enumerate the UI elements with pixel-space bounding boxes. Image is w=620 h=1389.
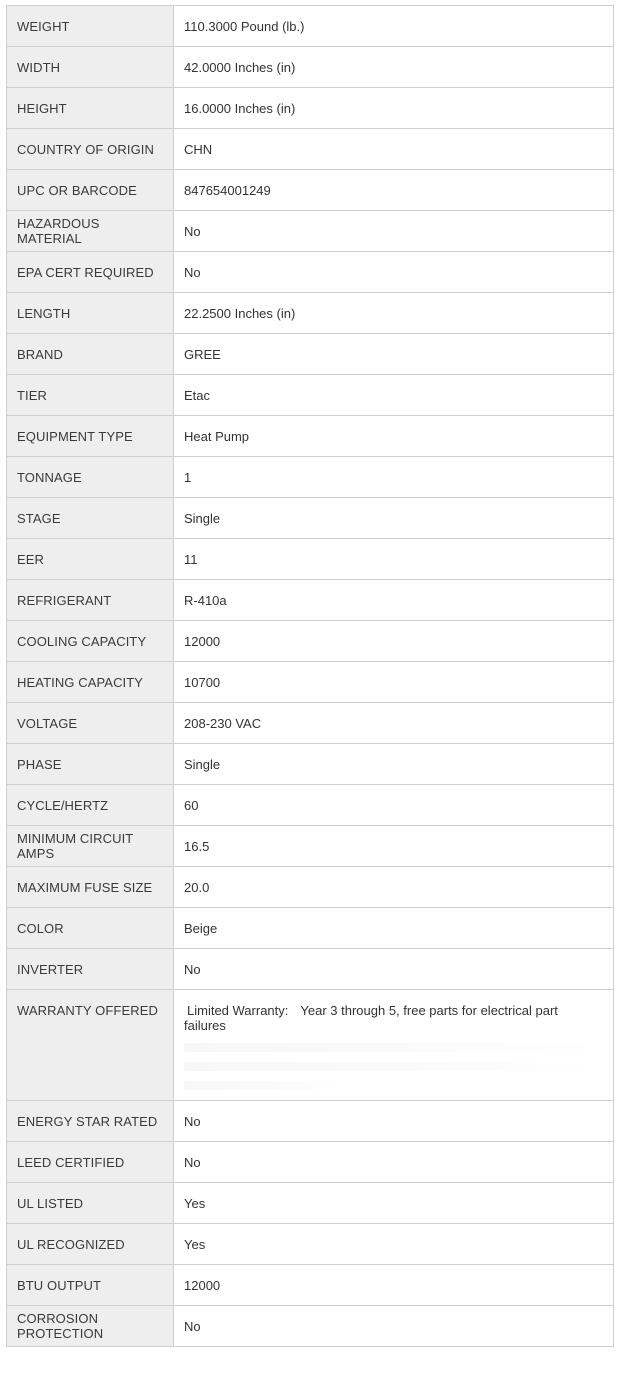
spec-label: COOLING CAPACITY: [7, 621, 174, 662]
spec-value: 208-230 VAC: [174, 703, 614, 744]
spec-value: CHN: [174, 129, 614, 170]
spec-label: REFRIGERANT: [7, 580, 174, 621]
spec-row-length: [7, 293, 614, 334]
spec-row-leed-certified: [7, 1142, 614, 1183]
spec-value: Yes: [174, 1183, 614, 1224]
spec-label: HAZARDOUS MATERIAL: [7, 211, 174, 252]
spec-row-width: [7, 47, 614, 88]
spec-label: ENERGY STAR RATED: [7, 1101, 174, 1142]
spec-row-refrigerant: [7, 580, 614, 621]
spec-value: 60: [174, 785, 614, 826]
spec-value: 1: [174, 457, 614, 498]
spec-row-cycle-hertz: [7, 785, 614, 826]
spec-row-weight: [7, 6, 614, 47]
spec-label: COUNTRY OF ORIGIN: [7, 129, 174, 170]
spec-value: Single: [174, 498, 614, 539]
spec-value: 12000: [174, 1265, 614, 1306]
spec-row-phase: [7, 744, 614, 785]
spec-label: VOLTAGE: [7, 703, 174, 744]
spec-label: MINIMUM CIRCUIT AMPS: [7, 826, 174, 867]
spec-value: No: [174, 1142, 614, 1183]
spec-label: HEATING CAPACITY: [7, 662, 174, 703]
spec-value: No: [174, 1306, 614, 1347]
spec-label: LENGTH: [7, 293, 174, 334]
spec-row-inverter: [7, 949, 614, 990]
spec-value: No: [174, 1101, 614, 1142]
spec-value: GREE: [174, 334, 614, 375]
spec-row-tier: [7, 375, 614, 416]
spec-row-tonnage: [7, 457, 614, 498]
spec-label: CYCLE/HERTZ: [7, 785, 174, 826]
warranty-description: [174, 990, 614, 1101]
spec-row-country-of-origin: [7, 129, 614, 170]
spec-label: UL RECOGNIZED: [7, 1224, 174, 1265]
spec-value: 42.0000 Inches (in): [174, 47, 614, 88]
spec-value: Single: [174, 744, 614, 785]
spec-label: UL LISTED: [7, 1183, 174, 1224]
spec-value: No: [174, 211, 614, 252]
spec-value: No: [174, 949, 614, 990]
spec-label: TIER: [7, 375, 174, 416]
spec-row-maximum-fuse-size: [7, 867, 614, 908]
spec-label: WARRANTY OFFERED: [7, 990, 174, 1101]
spec-label: CORROSION PROTECTION: [7, 1306, 174, 1347]
spec-label: LEED CERTIFIED: [7, 1142, 174, 1183]
spec-row-hazardous-material: [7, 211, 614, 252]
spec-row-eer: [7, 539, 614, 580]
spec-label: EER: [7, 539, 174, 580]
spec-value: No: [174, 252, 614, 293]
spec-row-cooling-capacity: [7, 621, 614, 662]
spec-label: PHASE: [7, 744, 174, 785]
spec-value: 22.2500 Inches (in): [174, 293, 614, 334]
spec-value: 110.3000 Pound (lb.): [174, 6, 614, 47]
spec-label: EQUIPMENT TYPE: [7, 416, 174, 457]
spec-value: 10700: [174, 662, 614, 703]
faded-text-line: [184, 1062, 603, 1071]
spec-row-btu-output: [7, 1265, 614, 1306]
spec-row-stage: [7, 498, 614, 539]
spec-label: WIDTH: [7, 47, 174, 88]
warranty-type: Limited Warranty:: [187, 1003, 289, 1018]
spec-value: 11: [174, 539, 614, 580]
spec-value: 16.0000 Inches (in): [174, 88, 614, 129]
spec-value: 20.0: [174, 867, 614, 908]
specifications-table: [6, 5, 614, 1347]
spec-label: BTU OUTPUT: [7, 1265, 174, 1306]
spec-row-voltage: [7, 703, 614, 744]
spec-row-energy-star-rated: [7, 1101, 614, 1142]
spec-row-ul-recognized: [7, 1224, 614, 1265]
spec-row-brand: [7, 334, 614, 375]
faded-text-line: [184, 1043, 603, 1052]
spec-value: Yes: [174, 1224, 614, 1265]
spec-value: 16.5: [174, 826, 614, 867]
spec-value: Heat Pump: [174, 416, 614, 457]
spec-row-ul-listed: [7, 1183, 614, 1224]
faded-text-line: [184, 1081, 344, 1090]
spec-row-epa-cert: [7, 252, 614, 293]
spec-label: MAXIMUM FUSE SIZE: [7, 867, 174, 908]
spec-row-warranty-offered: [7, 990, 614, 1101]
spec-label: STAGE: [7, 498, 174, 539]
warranty-terms: Year 3 through 5, free parts for electrical part failures: [184, 1003, 558, 1033]
spec-row-height: [7, 88, 614, 129]
spec-value: 12000: [174, 621, 614, 662]
spec-row-color: [7, 908, 614, 949]
spec-row-minimum-circuit-amps: [7, 826, 614, 867]
spec-label: WEIGHT: [7, 6, 174, 47]
spec-label: COLOR: [7, 908, 174, 949]
spec-row-upc: [7, 170, 614, 211]
spec-row-heating-capacity: [7, 662, 614, 703]
spec-value: R-410a: [174, 580, 614, 621]
specifications-body: [7, 6, 614, 1347]
spec-label: UPC OR BARCODE: [7, 170, 174, 211]
spec-row-corrosion-protection: [7, 1306, 614, 1347]
spec-value: Beige: [174, 908, 614, 949]
spec-value: 847654001249: [174, 170, 614, 211]
spec-label: HEIGHT: [7, 88, 174, 129]
spec-label: INVERTER: [7, 949, 174, 990]
spec-label: BRAND: [7, 334, 174, 375]
spec-value: Etac: [174, 375, 614, 416]
spec-row-equipment-type: [7, 416, 614, 457]
spec-label: EPA CERT REQUIRED: [7, 252, 174, 293]
spec-label: TONNAGE: [7, 457, 174, 498]
